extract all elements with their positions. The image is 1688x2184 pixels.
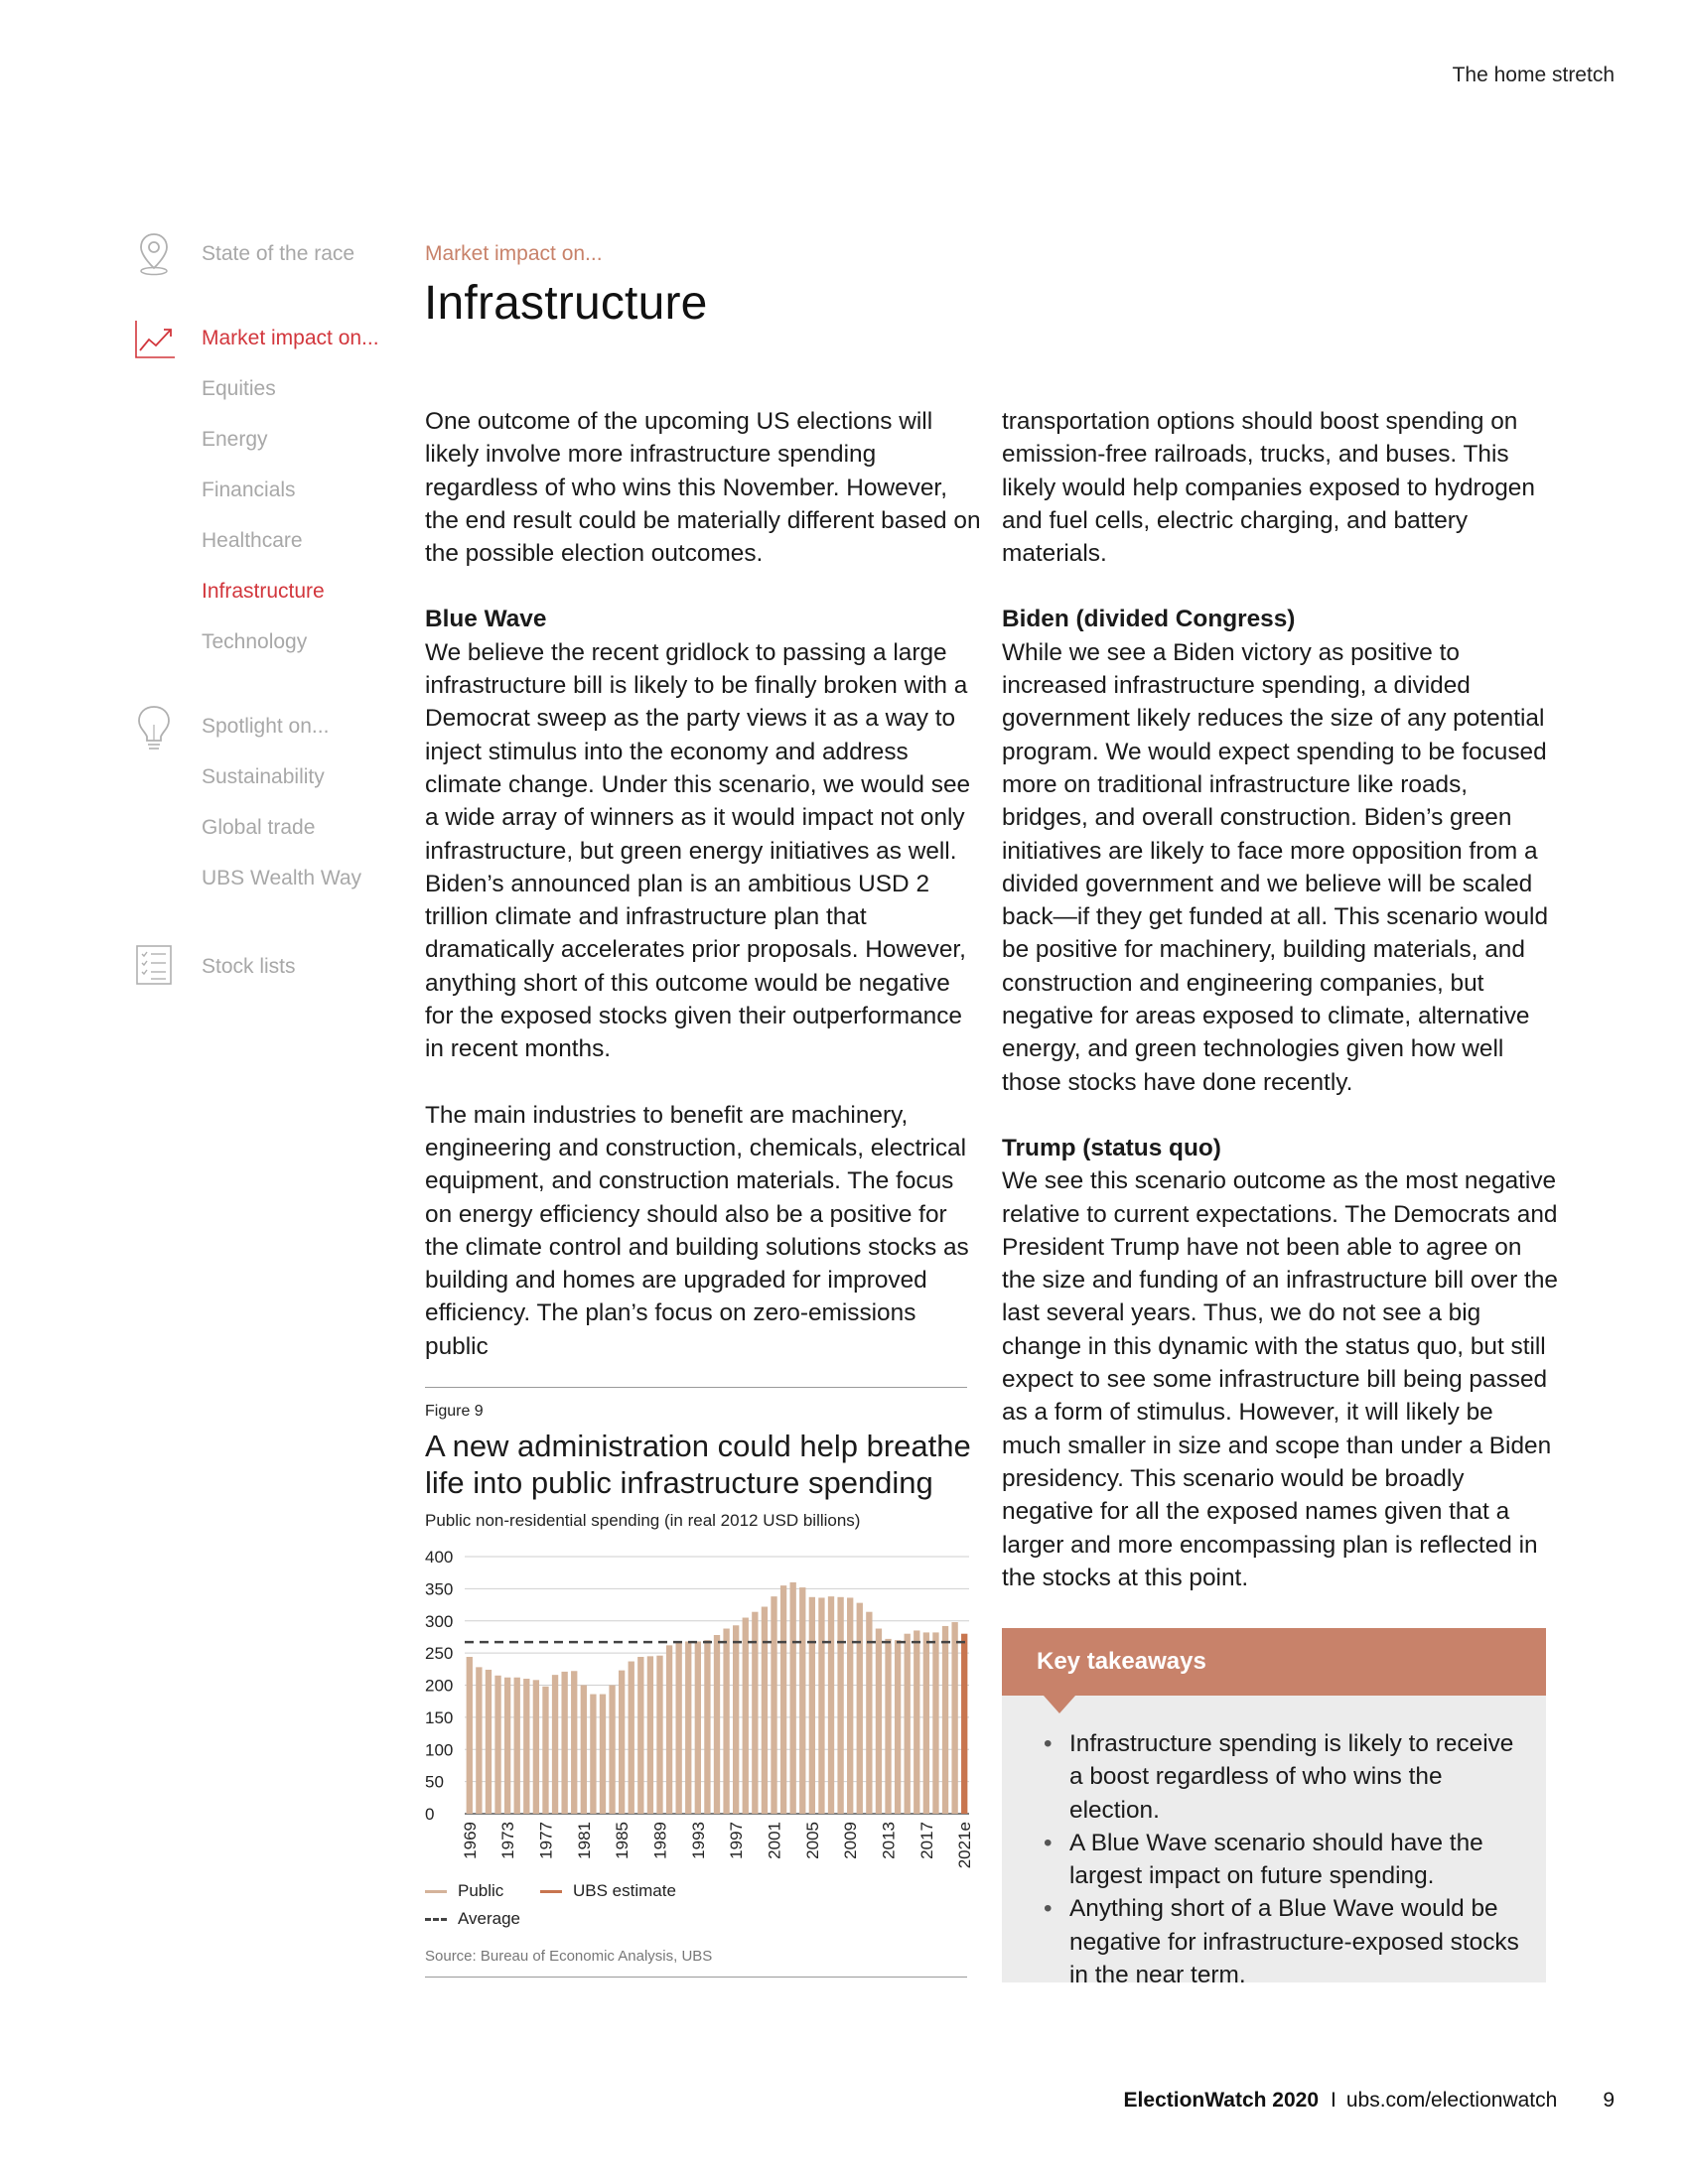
legend-public-swatch xyxy=(425,1890,447,1893)
figure-top-rule xyxy=(425,1387,967,1388)
x-tick-label: 2021e xyxy=(955,1822,975,1869)
checklist-icon xyxy=(133,943,175,991)
public-bar xyxy=(561,1672,567,1814)
public-bar xyxy=(914,1630,919,1814)
public-bar xyxy=(905,1634,911,1814)
figure-subtitle: Public non-residential spending (in real 2012 USD billions) xyxy=(425,1511,861,1530)
trump-status-quo-paragraph: We see this scenario outcome as the most negative relative to current expectations. The Democrats and President Trump have not been able to agree on the size and funding of an infrastructure bill over the last several years. Thus, we do not see a big change in this dynamic with the status quo, but still expect to see some infrastructure bill being passed as a form of stimulus. However, it will likely be much smaller in size and scope than under a Biden presidency. This scenario would be broadly negative for all the exposed names given that a larger and more encompassing plan is reflected in the stocks at this point. xyxy=(1002,1167,1558,1591)
industries-paragraph-continued: transportation options should boost spending on emission-free railroads, trucks, and buses. This likely would help companies exposed to hydrogen and fuel cells, electric charging, and battery materials. xyxy=(1002,408,1535,568)
public-bar xyxy=(704,1640,710,1814)
legend-public-label: Public xyxy=(458,1881,504,1900)
public-bar xyxy=(733,1625,739,1814)
public-bar xyxy=(600,1695,606,1814)
public-bar xyxy=(780,1585,786,1814)
key-takeaways-title: Key takeaways xyxy=(1037,1648,1206,1675)
trump-status-quo-heading: Trump (status quo) xyxy=(1002,1134,1221,1161)
public-bar xyxy=(542,1687,548,1814)
sidebar-item-sustainability[interactable]: Sustainability xyxy=(202,765,325,788)
public-bar xyxy=(923,1632,929,1814)
public-bar xyxy=(932,1632,938,1814)
legend-public xyxy=(425,1881,503,1901)
x-tick-label: 1973 xyxy=(498,1822,518,1859)
public-spending-bar-chart xyxy=(417,1539,983,1896)
sidebar-item-technology[interactable]: Technology xyxy=(202,630,308,653)
industries-paragraph: The main industries to benefit are machinery, engineering and construction, chemicals, electrical equipment, and construction materials. The focus on energy efficiency should also be a positive for the climate control and building solutions stocks as building and homes are upgraded for improved efficiency. The plan’s focus on zero-emissions public xyxy=(425,1101,969,1360)
section-label: The home stretch xyxy=(1452,64,1615,86)
sidebar-item-healthcare[interactable]: Healthcare xyxy=(202,529,303,552)
public-bar xyxy=(486,1670,492,1814)
public-bar xyxy=(847,1597,853,1814)
public-bar xyxy=(876,1629,882,1814)
public-bar xyxy=(885,1639,891,1814)
x-tick-label: 1989 xyxy=(650,1822,670,1859)
public-bar xyxy=(771,1596,776,1814)
public-bar xyxy=(494,1676,500,1814)
public-bar xyxy=(552,1675,558,1814)
sidebar-item-market-impact[interactable]: Market impact on... xyxy=(202,327,379,349)
blue-wave-paragraph: We believe the recent gridlock to passing a large infrastructure bill is likely to be finally broken with a Democrat sweep as the party views it as a way to inject stimulus into the economy and address climate change. Under this scenario, we would see a wide array of winners as it would impact not only infrastructure, but green energy initiatives as well. Biden’s announced plan is an ambitious USD 2 trillion climate and infrastructure plan that dramatically accelerates prior proposals. However, anything short of this outcome would be negative for the exposed stocks given their outperformance in recent months. xyxy=(425,638,971,1063)
takeaway-item: • Anything short of a Blue Wave would be negative for infrastructure-exposed stocks in the near term. xyxy=(1042,1892,1528,1991)
sidebar-nav xyxy=(0,0,417,1092)
legend-estimate-swatch xyxy=(540,1890,562,1893)
figure-source: Source: Bureau of Economic Analysis, UBS xyxy=(425,1948,713,1965)
public-bar xyxy=(467,1657,473,1814)
public-bar xyxy=(523,1679,529,1814)
public-bar xyxy=(723,1629,729,1814)
public-bar xyxy=(818,1597,824,1814)
public-bar xyxy=(743,1618,749,1814)
footer-separator: I xyxy=(1331,2089,1336,2112)
sidebar-item-infrastructure[interactable]: Infrastructure xyxy=(202,580,325,603)
legend-ubs-estimate xyxy=(540,1881,676,1901)
figure-label: Figure 9 xyxy=(425,1403,484,1420)
right-column xyxy=(1002,405,1558,1594)
sidebar-item-stock-lists[interactable]: Stock lists xyxy=(202,955,296,978)
sidebar-item-global-trade[interactable]: Global trade xyxy=(202,816,316,839)
public-bar xyxy=(637,1657,643,1814)
y-tick-label: 400 xyxy=(425,1548,454,1567)
y-tick-label: 50 xyxy=(425,1772,444,1792)
sidebar-item-financials[interactable]: Financials xyxy=(202,478,296,501)
public-bar xyxy=(695,1641,701,1814)
footer-brand: ElectionWatch 2020 xyxy=(1123,2089,1320,2112)
public-bar xyxy=(629,1662,634,1814)
public-bar xyxy=(533,1680,539,1814)
key-takeaways-box xyxy=(1002,1628,1546,1989)
takeaway-item: • A Blue Wave scenario should have the largest impact on future spending. xyxy=(1042,1827,1528,1893)
trend-line-icon xyxy=(133,318,175,365)
public-bar xyxy=(942,1626,948,1814)
x-tick-label: 2001 xyxy=(765,1822,784,1859)
x-tick-label: 2017 xyxy=(916,1822,936,1859)
legend-estimate-label: UBS estimate xyxy=(573,1881,676,1900)
public-bar xyxy=(762,1607,768,1814)
public-bar xyxy=(857,1603,863,1814)
legend-average-label: Average xyxy=(458,1909,521,1928)
y-tick-label: 300 xyxy=(425,1611,454,1631)
public-bar xyxy=(828,1596,834,1814)
public-bar xyxy=(666,1645,672,1814)
y-tick-label: 350 xyxy=(425,1579,454,1599)
location-pin-icon xyxy=(133,230,175,278)
public-bar xyxy=(895,1640,901,1814)
legend-average-swatch xyxy=(425,1918,447,1921)
public-bar xyxy=(656,1656,662,1814)
x-tick-label: 1997 xyxy=(727,1822,747,1859)
sidebar-item-equities[interactable]: Equities xyxy=(202,377,276,400)
public-bar xyxy=(799,1587,805,1814)
biden-divided-heading: Biden (divided Congress) xyxy=(1002,606,1296,633)
public-bar xyxy=(809,1597,815,1814)
blue-wave-heading: Blue Wave xyxy=(425,606,547,633)
public-bar xyxy=(571,1671,577,1814)
public-bar xyxy=(837,1597,843,1814)
page-number: 9 xyxy=(1603,2089,1615,2112)
page-footer xyxy=(1124,2089,1615,2113)
public-bar xyxy=(790,1582,796,1814)
x-tick-label: 1977 xyxy=(536,1822,556,1859)
public-bar xyxy=(514,1678,520,1814)
y-tick-label: 250 xyxy=(425,1644,454,1664)
x-tick-label: 1993 xyxy=(688,1822,708,1859)
x-tick-label: 2009 xyxy=(841,1822,861,1859)
x-tick-label: 1981 xyxy=(574,1822,594,1859)
y-tick-label: 200 xyxy=(425,1676,454,1696)
page-title: Infrastructure xyxy=(424,277,708,330)
key-takeaways-pointer xyxy=(1044,1696,1075,1713)
public-bar xyxy=(504,1678,510,1814)
y-tick-label: 100 xyxy=(425,1740,454,1760)
left-column xyxy=(425,405,981,1363)
public-bar xyxy=(590,1695,596,1814)
public-bar xyxy=(609,1686,615,1815)
y-tick-label: 150 xyxy=(425,1707,454,1727)
intro-paragraph: One outcome of the upcoming US elections will likely involve more infrastructure spending regardless of who wins this November. However, the end result could be materially different based on the possible election outcomes. xyxy=(425,408,981,568)
biden-divided-paragraph: While we see a Biden victory as positive to increased infrastructure spending, a divided government likely reduces the size of any potential program. We would expect spending to be focused more on traditional infrastructure like roads, bridges, and overall construction. Biden’s green initiatives are likely to face more opposition from a divided government and we believe will be scaled back—if they get funded at all. This scenario would be positive for machinery, building materials, and construction and engineering companies, but negative for areas exposed to climate, alternative energy, and green technologies given how well those stocks have done recently. xyxy=(1002,638,1549,1096)
sidebar-item-ubs-wealth-way[interactable]: UBS Wealth Way xyxy=(202,867,362,889)
public-bar xyxy=(619,1671,625,1814)
public-bar xyxy=(675,1642,681,1814)
public-bar xyxy=(951,1622,957,1814)
sidebar-item-state-of-the-race[interactable]: State of the race xyxy=(202,242,355,265)
x-tick-label: 1985 xyxy=(613,1822,633,1859)
sidebar-item-spotlight[interactable]: Spotlight on... xyxy=(202,715,330,738)
public-bar xyxy=(647,1656,653,1814)
sidebar-item-energy[interactable]: Energy xyxy=(202,428,268,451)
section-kicker: Market impact on... xyxy=(425,242,603,265)
key-takeaways-header xyxy=(1002,1628,1546,1696)
public-bar xyxy=(476,1667,482,1814)
x-tick-label: 2013 xyxy=(879,1822,899,1859)
takeaway-item: • Infrastructure spending is likely to receive a boost regardless of who wins the election. xyxy=(1042,1727,1528,1827)
ubs-estimate-bar xyxy=(961,1634,967,1814)
figure-title: A new administration could help breathe life into public infrastructure spending xyxy=(425,1429,971,1500)
public-bar xyxy=(685,1641,691,1814)
x-tick-label: 1969 xyxy=(460,1822,480,1859)
lightbulb-icon xyxy=(133,703,175,751)
figure-bottom-rule xyxy=(425,1977,967,1978)
y-tick-label: 0 xyxy=(425,1805,435,1824)
key-takeaways-list xyxy=(1042,1727,1528,1991)
public-bar xyxy=(581,1686,587,1815)
legend-average xyxy=(425,1909,520,1929)
public-bar xyxy=(714,1635,720,1814)
footer-url-link[interactable]: ubs.com/electionwatch xyxy=(1345,2089,1558,2112)
x-tick-label: 2005 xyxy=(802,1822,822,1859)
